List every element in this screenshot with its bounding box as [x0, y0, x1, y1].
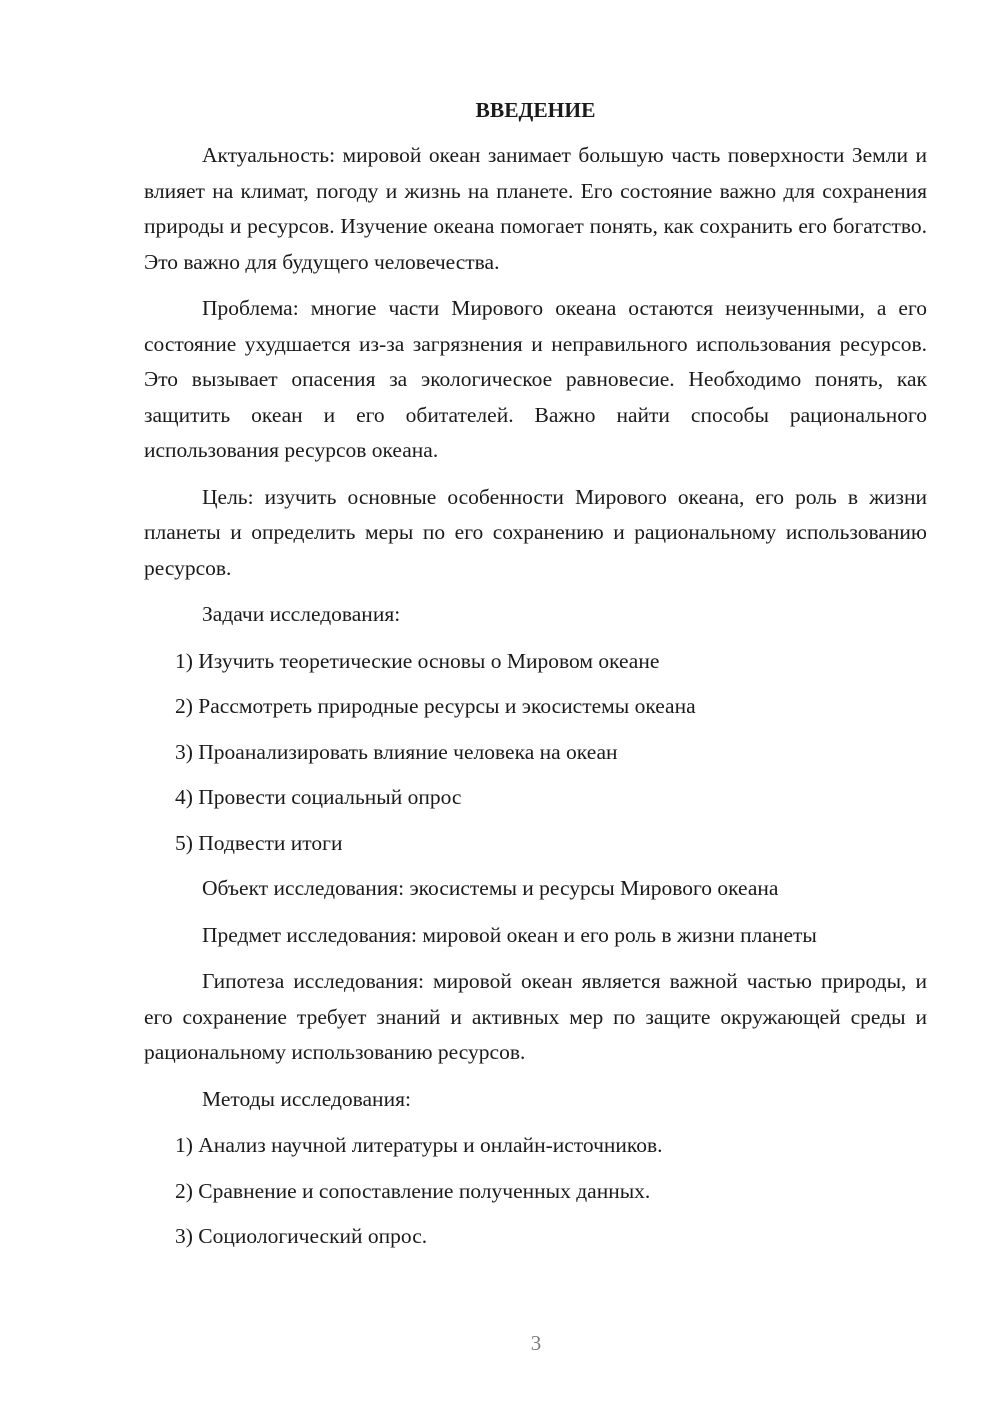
- list-item: 1) Анализ научной литературы и онлайн-источников.: [175, 1133, 663, 1157]
- page-number: 3: [530, 1331, 542, 1355]
- goal-paragraph: Цель: изучить основные особенности Мирового океана, его роль в жизни планеты и определить меры по его сохранению и рациональному использованию ресурсов.: [144, 484, 927, 580]
- problem-paragraph: Проблема: многие части Мирового океана остаются неизученными, а его состояние ухудшается из-за загрязнения и неправильного использования ресурсов. Это вызывает опасения за экологическое равновесие. Необходимо понять, как защитить океан и его обитателей. Важно найти способы рационального использования ресурсов океана.: [144, 296, 927, 462]
- list-item: 2) Сравнение и сопоставление полученных данных.: [175, 1178, 651, 1203]
- methods-list: [144, 1128, 927, 1255]
- object-paragraph: Объект исследования: экосистемы и ресурсы Мирового океана: [202, 876, 779, 900]
- page-content: [144, 93, 927, 1265]
- tasks-heading: Задачи исследования:: [202, 602, 401, 626]
- list-item: 5) Подвести итоги: [175, 830, 343, 855]
- relevance-paragraph: Актуальность: мировой океан занимает большую часть поверхности Земли и влияет на климат, погоду и жизнь на планете. Его состояние важно для сохранения природы и ресурсов. Изучение океана помогает понять, как сохранить его богатство. Это важно для будущего человечества.: [144, 143, 927, 274]
- tasks-list: [144, 644, 927, 862]
- list-item: 3) Социологический опрос.: [175, 1224, 428, 1248]
- hypothesis-paragraph: Гипотеза исследования: мировой океан является важной частью природы, и его сохранение требует знаний и активных мер по защите окружающей среды и рациональному использованию ресурсов.: [144, 969, 927, 1064]
- list-item: 3) Проанализировать влияние человека на океан: [175, 739, 618, 764]
- list-item: 2) Рассмотреть природные ресурсы и экосистемы океана: [175, 694, 696, 718]
- page-title: ВВЕДЕНИЕ: [475, 98, 596, 122]
- list-item: 1) Изучить теоретические основы о Мировом океане: [175, 648, 660, 673]
- subject-paragraph: Предмет исследования: мировой океан и его роль в жизни планеты: [202, 922, 817, 947]
- list-item: 4) Провести социальный опрос: [175, 785, 462, 809]
- methods-heading: Методы исследования:: [202, 1086, 411, 1111]
